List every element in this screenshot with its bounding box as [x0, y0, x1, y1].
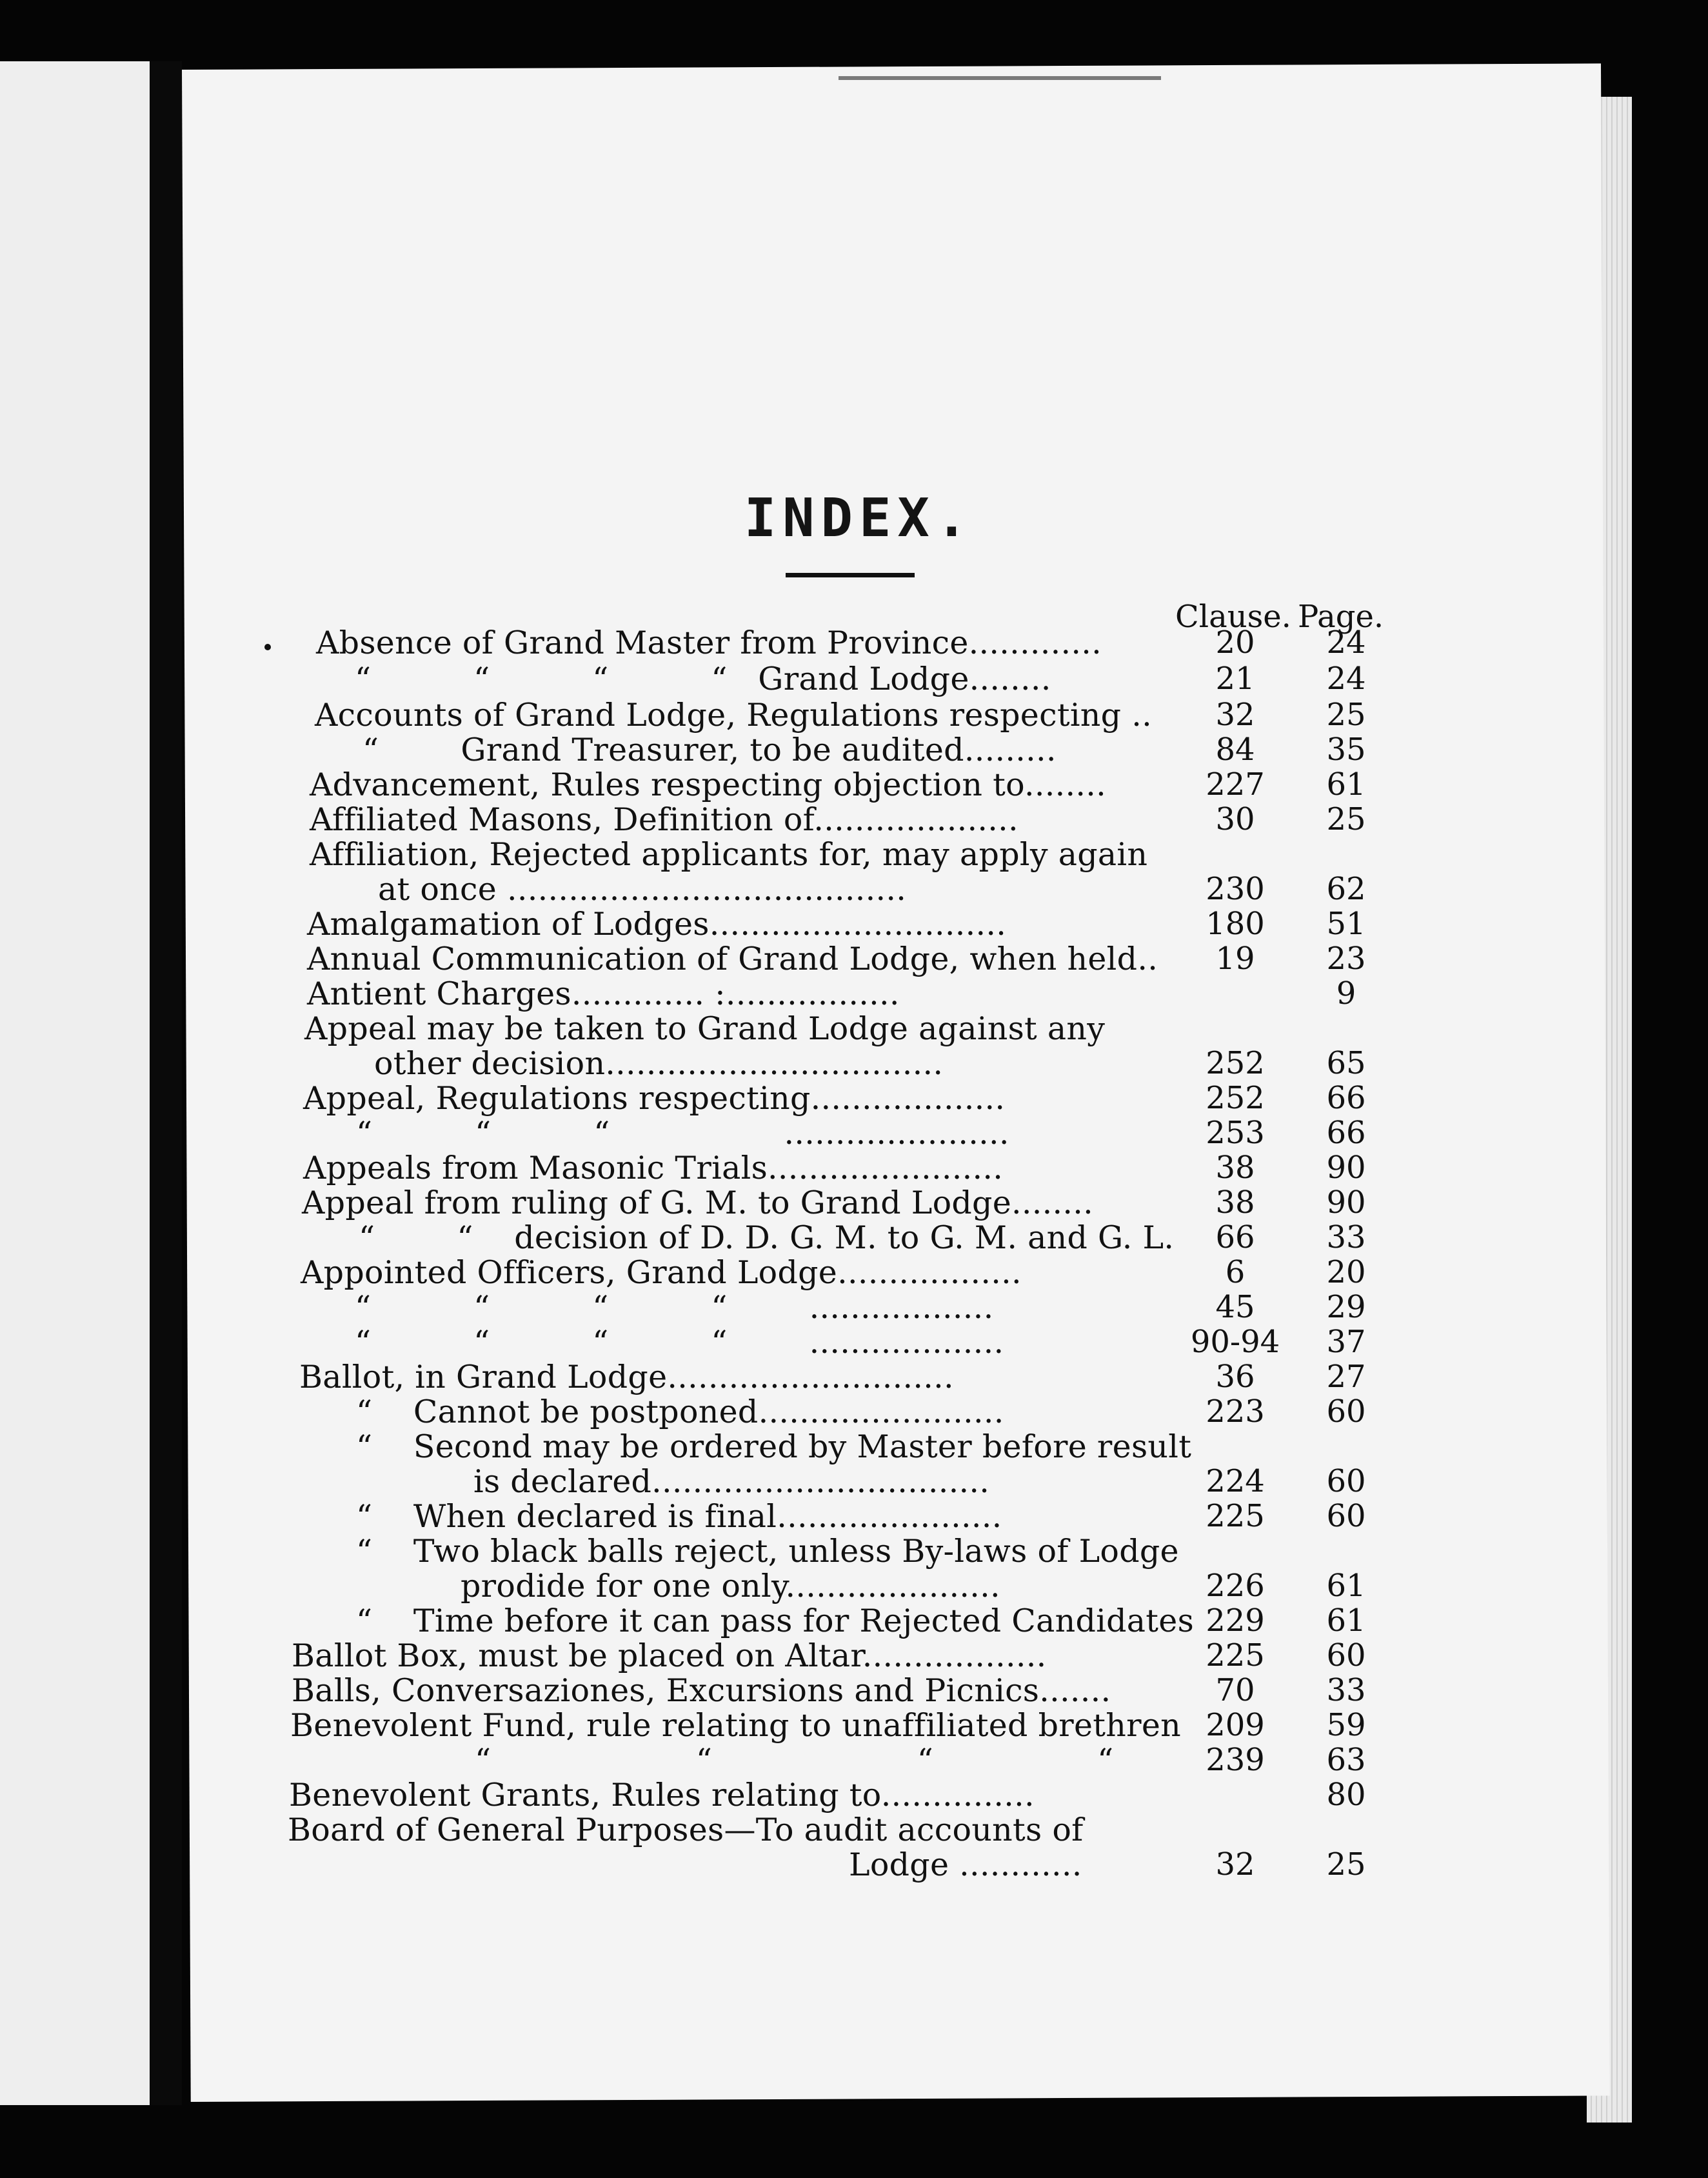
page-number: 24 — [1326, 624, 1366, 661]
clause-number: 223 — [1206, 1394, 1265, 1430]
index-entry-text: Advancement, Rules respecting objection to........ — [310, 766, 1107, 803]
bullet-mark — [264, 644, 271, 650]
page-number: 60 — [1326, 1498, 1366, 1534]
page-number: 51 — [1326, 906, 1366, 942]
page-number: 80 — [1326, 1777, 1366, 1813]
index-entry-text: Board of General Purposes—To audit accounts of — [288, 1812, 1084, 1848]
clause-number: 32 — [1215, 1846, 1255, 1883]
page-title: INDEX. — [744, 488, 975, 549]
page-number: 24 — [1326, 661, 1366, 697]
page-number: 66 — [1326, 1080, 1366, 1116]
page-number: 65 — [1326, 1045, 1366, 1081]
clause-number: 38 — [1215, 1184, 1255, 1221]
clause-number: 6 — [1225, 1254, 1246, 1290]
index-entry-text: Appeal, Regulations respecting................... — [303, 1080, 1006, 1117]
page-number: 33 — [1326, 1672, 1366, 1708]
index-entry-text: Appeals from Masonic Trials....................... — [303, 1150, 1004, 1186]
index-entry-text: “ Time before it can pass for Rejected Candidates — [356, 1603, 1195, 1639]
clause-number: 84 — [1215, 732, 1255, 768]
page-number: 33 — [1326, 1219, 1366, 1255]
index-entry-text: Benevolent Fund, rule relating to unaffiliated brethren — [290, 1707, 1182, 1744]
index-entry-text: “ “ “ “ .................. — [355, 1289, 994, 1326]
clause-number: 239 — [1206, 1742, 1265, 1778]
index-entry-text: “ “ decision of D. D. G. M. to G. M. and G. L. — [359, 1219, 1175, 1256]
clause-number: 38 — [1215, 1150, 1255, 1186]
index-entry-text: “ “ “ “ Grand Lodge........ — [355, 661, 1051, 697]
index-entry-text: prodide for one only..................... — [461, 1568, 1000, 1604]
facing-page — [0, 61, 150, 2105]
title-rule — [786, 573, 915, 577]
page-number: 90 — [1326, 1184, 1366, 1221]
page-number: 27 — [1326, 1359, 1366, 1395]
page-number: 62 — [1326, 871, 1366, 907]
page-number: 61 — [1326, 1568, 1366, 1604]
index-entry-text: Antient Charges............. :................. — [307, 975, 900, 1012]
index-entry-text: Accounts of Grand Lodge, Regulations respecting .. — [315, 697, 1152, 734]
index-entry-text: Ballot Box, must be placed on Altar.................. — [292, 1637, 1047, 1674]
index-entry-text: Lodge ............ — [849, 1846, 1082, 1883]
page-column-header: Page. — [1298, 599, 1384, 635]
index-entry-text: Balls, Conversaziones, Excursions and Picnics....... — [292, 1672, 1111, 1709]
index-entry-text: “ “ “ “ — [475, 1742, 1114, 1779]
clause-number: 19 — [1215, 941, 1255, 977]
clause-number: 36 — [1215, 1359, 1255, 1395]
clause-number: 180 — [1206, 906, 1265, 942]
page-number: 23 — [1326, 941, 1366, 977]
index-entry-text: “ Grand Treasurer, to be audited......... — [362, 732, 1057, 768]
index-entry-text: “ “ “ ...................... — [356, 1115, 1009, 1152]
page-number: 90 — [1326, 1150, 1366, 1186]
page-number: 9 — [1336, 975, 1356, 1012]
index-entry-text: is declared................................. — [473, 1463, 990, 1500]
page-number: 25 — [1326, 1846, 1366, 1883]
page-number: 66 — [1326, 1115, 1366, 1151]
clause-number: 66 — [1215, 1219, 1255, 1255]
page-number: 25 — [1326, 801, 1366, 837]
clause-number: 70 — [1215, 1672, 1255, 1708]
index-entry-text: Benevolent Grants, Rules relating to............... — [289, 1777, 1035, 1813]
clause-number: 225 — [1206, 1498, 1265, 1534]
page-number: 60 — [1326, 1394, 1366, 1430]
clause-number: 45 — [1215, 1289, 1255, 1325]
index-entry-text: Affiliation, Rejected applicants for, may apply again — [310, 836, 1148, 873]
index-entry-text: Absence of Grand Master from Province............. — [316, 624, 1102, 661]
clause-column-header: Clause. — [1175, 599, 1291, 635]
clause-number: 21 — [1215, 661, 1255, 697]
index-entry-text: “ Cannot be postponed........................ — [356, 1394, 1004, 1430]
clause-number: 224 — [1206, 1463, 1265, 1499]
index-entry-text: “ Two black balls reject, unless By-laws of Lodge — [356, 1533, 1179, 1570]
index-entry-text: Appeal from ruling of G. M. to Grand Lodge........ — [302, 1184, 1094, 1221]
page-number: 61 — [1326, 1603, 1366, 1639]
page-number: 25 — [1326, 697, 1366, 733]
page-number: 60 — [1326, 1463, 1366, 1499]
page-top-mark — [839, 76, 1161, 80]
page-number: 59 — [1326, 1707, 1366, 1743]
page-number: 29 — [1326, 1289, 1366, 1325]
clause-number: 209 — [1206, 1707, 1265, 1743]
page-number: 20 — [1326, 1254, 1366, 1290]
index-entry-text: Ballot, in Grand Lodge............................ — [299, 1359, 954, 1395]
index-entry-text: Annual Communication of Grand Lodge, when held.. — [307, 941, 1158, 977]
index-entry-text: at once ....................................... — [378, 871, 907, 908]
clause-number: 30 — [1215, 801, 1255, 837]
index-entry-text: Appointed Officers, Grand Lodge.................. — [301, 1254, 1022, 1291]
index-entry-text: “ “ “ “ ................... — [355, 1324, 1004, 1361]
clause-number: 252 — [1206, 1045, 1265, 1081]
clause-number: 230 — [1206, 871, 1265, 907]
page-number: 37 — [1326, 1324, 1366, 1360]
clause-number: 229 — [1206, 1603, 1265, 1639]
clause-number: 20 — [1215, 624, 1255, 661]
index-entry-text: Amalgamation of Lodges............................. — [307, 906, 1007, 943]
index-entry-text: “ Second may be ordered by Master before result — [356, 1428, 1192, 1465]
index-entry-text: “ When declared is final...................... — [356, 1498, 1002, 1535]
clause-number: 252 — [1206, 1080, 1265, 1116]
clause-number: 225 — [1206, 1637, 1265, 1673]
index-entry-text: Appeal may be taken to Grand Lodge against any — [304, 1010, 1106, 1047]
clause-number: 90-94 — [1190, 1324, 1280, 1360]
clause-number: 227 — [1206, 766, 1265, 803]
index-entry-text: Affiliated Masons, Definition of.................... — [310, 801, 1018, 838]
page-number: 61 — [1326, 766, 1366, 803]
clause-number: 32 — [1215, 697, 1255, 733]
book-spine — [150, 61, 182, 2105]
page-number: 63 — [1326, 1742, 1366, 1778]
index-entry-text: other decision................................. — [374, 1045, 944, 1082]
page-number: 35 — [1326, 732, 1366, 768]
clause-number: 253 — [1206, 1115, 1265, 1151]
page-number: 60 — [1326, 1637, 1366, 1673]
clause-number: 226 — [1206, 1568, 1265, 1604]
